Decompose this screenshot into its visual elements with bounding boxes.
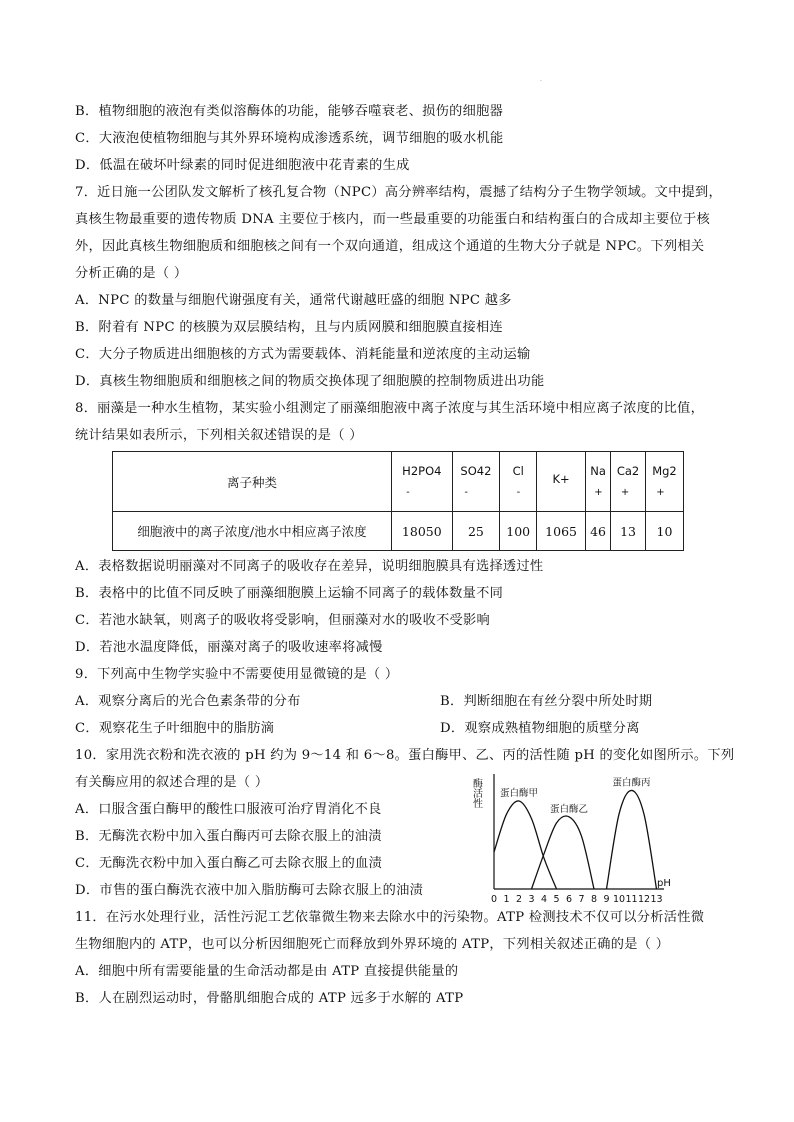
enzyme-activity-chart: [470, 768, 676, 908]
q11-option-b: B．人在剧烈运动时，骨骼肌细胞合成的 ATP 远多于水解的 ATP: [75, 991, 464, 1006]
value-mg: 10: [645, 512, 683, 551]
y-axis-label: 酶活性: [470, 778, 482, 808]
x-tick-label: 0: [490, 894, 498, 905]
q7-option-c: C．大分子物质进出细胞核的方式为需要载体、消耗能量和逆浓度的主动运输: [75, 347, 531, 362]
q11-option-a: A．细胞中所有需要能量的生命活动都是由 ATP 直接提供能量的: [75, 964, 459, 979]
q11-stem-line-1: 11．在污水处理行业，活性污泥工艺依靠微生物来去除水中的污染物。ATP 检测技术不仅可以分析活性微: [75, 910, 705, 925]
q11-stem-line-2: 生物细胞内的 ATP，也可以分析因细胞死亡而释放到外界环境的 ATP，下列相关叙述正确的是（ ）: [75, 937, 670, 952]
ion-type-label: 离子种类: [113, 452, 392, 512]
enzyme-curve-2: [607, 790, 657, 889]
series-label-1: 蛋白酶乙: [549, 803, 589, 815]
ion-mg: Mg2 +: [645, 452, 683, 512]
q9-option-a: A．观察分离后的光合色素条带的分布: [75, 694, 301, 709]
x-tick-label: 2: [515, 894, 523, 905]
x-tick-label: 4: [540, 894, 548, 905]
x-tick-label: 10: [612, 894, 626, 905]
x-tick-label: 13: [650, 894, 663, 905]
q8-option-c: C．若池水缺氧，则离子的吸收将受影响，但丽藻对水的吸收不受影响: [75, 613, 491, 628]
q6-option-c: C．大液泡使植物细胞与其外界环境构成渗透系统，调节细胞的吸水机能: [75, 131, 504, 146]
q10-option-c: C．无酶洗衣粉中加入蛋白酶乙可去除衣服上的血渍: [75, 856, 383, 871]
x-tick-label: 3: [528, 894, 535, 905]
q7-option-a: A．NPC 的数量与细胞代谢强度有关，通常代谢越旺盛的细胞 NPC 越多: [75, 293, 512, 308]
q9-stem: 9．下列高中生物学实验中不需要使用显微镜的是（ ）: [75, 667, 399, 682]
ion-na: Na +: [585, 452, 610, 512]
ion-ratio-table: [112, 451, 684, 551]
table-header-row: [113, 452, 684, 512]
q7-option-d: D．真核生物细胞质和细胞核之间的物质交换体现了细胞膜的控制物质进出功能: [75, 374, 545, 389]
header-dot: ·: [540, 78, 542, 85]
q7-option-b: B．附着有 NPC 的核膜为双层膜结构，且与内质网膜和细胞膜直接相连: [75, 320, 504, 335]
q9-option-d: D．观察成熟植物细胞的质壁分离: [440, 721, 640, 736]
q8-option-a: A．表格数据说明丽藻对不同离子的吸收存在差异，说明细胞膜具有选择透过性: [75, 559, 544, 574]
q9-option-b: B．判断细胞在有丝分裂中所处时期: [440, 694, 653, 709]
value-so4: 25: [452, 512, 500, 551]
q6-option-d: D．低温在破坏叶绿素的同时促进细胞液中花青素的生成: [75, 158, 410, 173]
q7-stem-line-4: 分析正确的是（ ）: [75, 266, 188, 281]
q8-option-b: B．表格中的比值不同反映了丽藻细胞膜上运输不同离子的载体数量不同: [75, 586, 504, 601]
x-tick-label: 7: [578, 894, 585, 905]
series-label-0: 蛋白酶甲: [499, 788, 539, 799]
chart-series-labels: [500, 776, 651, 814]
ion-h2po4: H2PO4 -: [392, 452, 453, 512]
q10-stem-line-1: 10．家用洗衣粉和洗衣液的 pH 约为 9～14 和 6～8。蛋白酶甲、乙、丙的活性随 pH 的变化如图所示。下列: [75, 748, 735, 763]
q10-stem-line-2: 有关酶应用的叙述合理的是（ ）: [75, 775, 269, 790]
x-tick-label: 6: [565, 894, 573, 905]
value-ca: 13: [611, 512, 646, 551]
q10-option-a: A．口服含蛋白酶甲的酸性口服液可治疗胃消化不良: [75, 802, 382, 817]
q7-stem-line-1: 7．近日施一公团队发文解析了核孔复合物（NPC）高分辨率结构，震撼了结构分子生物学领域。文中提到，: [75, 185, 723, 200]
q7-stem-line-3: 外，因此真核生物细胞质和细胞核之间有一个双向通道，组成这个通道的生物大分子就是 NPC。下列相关: [75, 239, 705, 254]
q6-option-b: B．植物细胞的液泡有类似溶酶体的功能，能够吞噬衰老、损伤的细胞器: [75, 104, 504, 119]
x-tick-label: 1: [503, 894, 510, 905]
q8-option-d: D．若池水温度降低，丽藻对离子的吸收速率将减慢: [75, 640, 383, 655]
q9-option-c: C．观察花生子叶细胞中的脂肪滴: [75, 721, 275, 736]
chart-tick-labels: [491, 894, 663, 905]
table-value-row: [113, 512, 684, 551]
enzyme-curve-1: [532, 816, 595, 889]
q10-option-d: D．市售的蛋白酶洗衣液中加入脂肪酶可去除衣服上的油渍: [75, 883, 424, 898]
ion-k: K+: [537, 452, 586, 512]
q10-option-b: B．无酶洗衣粉中加入蛋白酶丙可去除衣服上的油渍: [75, 829, 382, 844]
value-h2po4: 18050: [392, 512, 453, 551]
series-label-2: 蛋白酶丙: [612, 777, 651, 789]
ion-ca: Ca2 +: [611, 452, 646, 512]
ion-cl: Cl -: [500, 452, 537, 512]
x-tick-label: 9: [603, 894, 610, 905]
x-tick-label: 8: [590, 894, 598, 905]
q8-stem-line-2: 统计结果如表所示，下列相关叙述错误的是（ ）: [75, 428, 363, 443]
value-row-label: 细胞液中的离子浓度/池水中相应离子浓度: [113, 512, 392, 551]
value-k: 1065: [537, 512, 586, 551]
x-axis-label: pH: [657, 878, 671, 889]
x-tick-label: 11: [625, 894, 638, 905]
ion-so4: SO42 -: [452, 452, 500, 512]
q7-stem-line-2: 真核生物最重要的遗传物质 DNA 主要位于核内，而一些最重要的功能蛋白和结构蛋白的合成却主要位于核: [75, 212, 710, 227]
q8-stem-line-1: 8．丽藻是一种水生植物，某实验小组测定了丽藻细胞液中离子浓度与其生活环境中相应离子浓度的比值，: [75, 401, 705, 416]
value-cl: 100: [500, 512, 537, 551]
value-na: 46: [585, 512, 610, 551]
x-tick-label: 5: [553, 894, 560, 905]
x-tick-label: 12: [637, 894, 651, 905]
